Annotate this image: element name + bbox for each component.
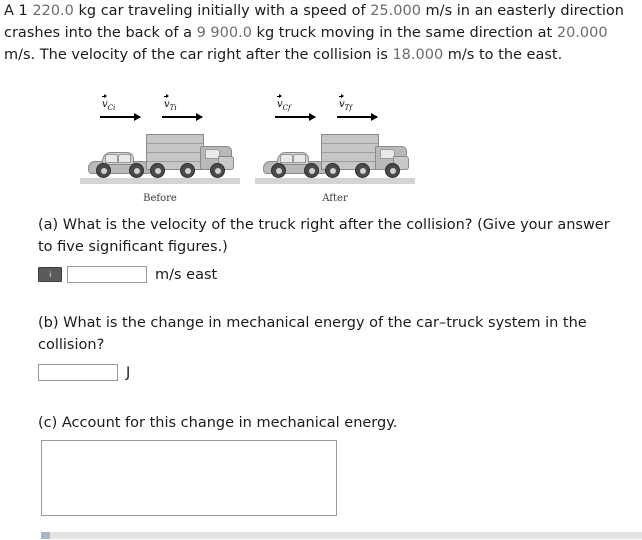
truck-wheel [355,163,370,178]
figure-caption-after: After [322,193,348,204]
velocity-subscript: Ci [107,104,116,112]
truck-wheel [385,163,400,178]
trailer-stripe [322,161,378,162]
problem-statement [4,0,634,66]
velocity-symbol: v [102,99,108,110]
car-wheel [129,163,144,178]
horizontal-scrollbar[interactable] [41,532,642,539]
problem-text-segment: m/s in an easterly direction crashes into the back of a [4,3,624,41]
truck-illustration [146,134,236,178]
collision-figure [75,98,435,206]
answer-input-b[interactable] [38,364,118,381]
question-b-text: (b) What is the change in mechanical energy of the car–truck system in the collision? [38,315,587,353]
figure-panel-before [80,98,240,206]
velocity-subscript: Cf [282,104,291,112]
trailer-stripe [147,152,203,153]
trailer-stripe [147,143,203,144]
scrollbar-thumb[interactable] [41,532,50,539]
problem-value: 18.000 [392,47,444,63]
car-wheel [304,163,319,178]
problem-text-segment: m/s to the east. [443,47,563,63]
math-tool-icon[interactable]: i [38,267,62,282]
problem-value: 220.0 [32,3,74,19]
problem-value: 20.000 [556,25,608,41]
answer-row-b [38,364,130,381]
car-illustration [88,152,150,178]
car-window [293,154,306,163]
truck-illustration [321,134,411,178]
trailer-stripe [147,161,203,162]
problem-text-segment: m/s. The velocity of the car right after the collision is [4,47,393,63]
problem-text-segment: A 1 [4,3,33,19]
truck-wheel [325,163,340,178]
answer-unit-a: m/s east [155,266,218,283]
answer-unit-b: J [126,364,131,381]
velocity-label-truck-initial [164,99,177,112]
answer-textarea-c[interactable] [41,440,337,516]
truck-wheel [180,163,195,178]
velocity-arrow-truck-initial [162,116,202,118]
figure-caption-before: Before [143,193,177,204]
velocity-subscript: Ti [169,104,177,112]
car-window [118,154,131,163]
car-wheel [271,163,286,178]
velocity-symbol: v [164,99,170,110]
velocity-arrow-car-initial [100,116,140,118]
trailer-stripe [322,152,378,153]
ground-line [255,178,415,184]
velocity-symbol: v [339,99,345,110]
answer-row-a [38,266,217,283]
answer-input-a[interactable] [67,266,147,283]
velocity-symbol: v [277,99,283,110]
velocity-arrow-car-final [275,116,315,118]
problem-text-segment: kg truck moving in the same direction at [251,25,557,41]
problem-value: 9 900.0 [196,25,252,41]
truck-wheel [150,163,165,178]
problem-value: 25.000 [370,3,421,19]
velocity-label-car-initial [102,99,115,112]
ground-line [80,178,240,184]
velocity-label-car-final [277,99,291,112]
car-window [280,154,293,163]
question-a-text: (a) What is the velocity of the truck right after the collision? (Give your answer to five significant figures.) [38,217,610,255]
question-c-text: (c) Account for this change in mechanical energy. [38,415,398,431]
car-wheel [96,163,111,178]
velocity-label-truck-final [339,99,352,112]
velocity-subscript: Tf [344,104,352,112]
truck-wheel [210,163,225,178]
problem-text-segment: kg car traveling initially with a speed of [73,3,371,19]
velocity-arrow-truck-final [337,116,377,118]
figure-panel-after [255,98,415,206]
trailer-stripe [322,143,378,144]
car-illustration [263,152,325,178]
car-window [105,154,118,163]
